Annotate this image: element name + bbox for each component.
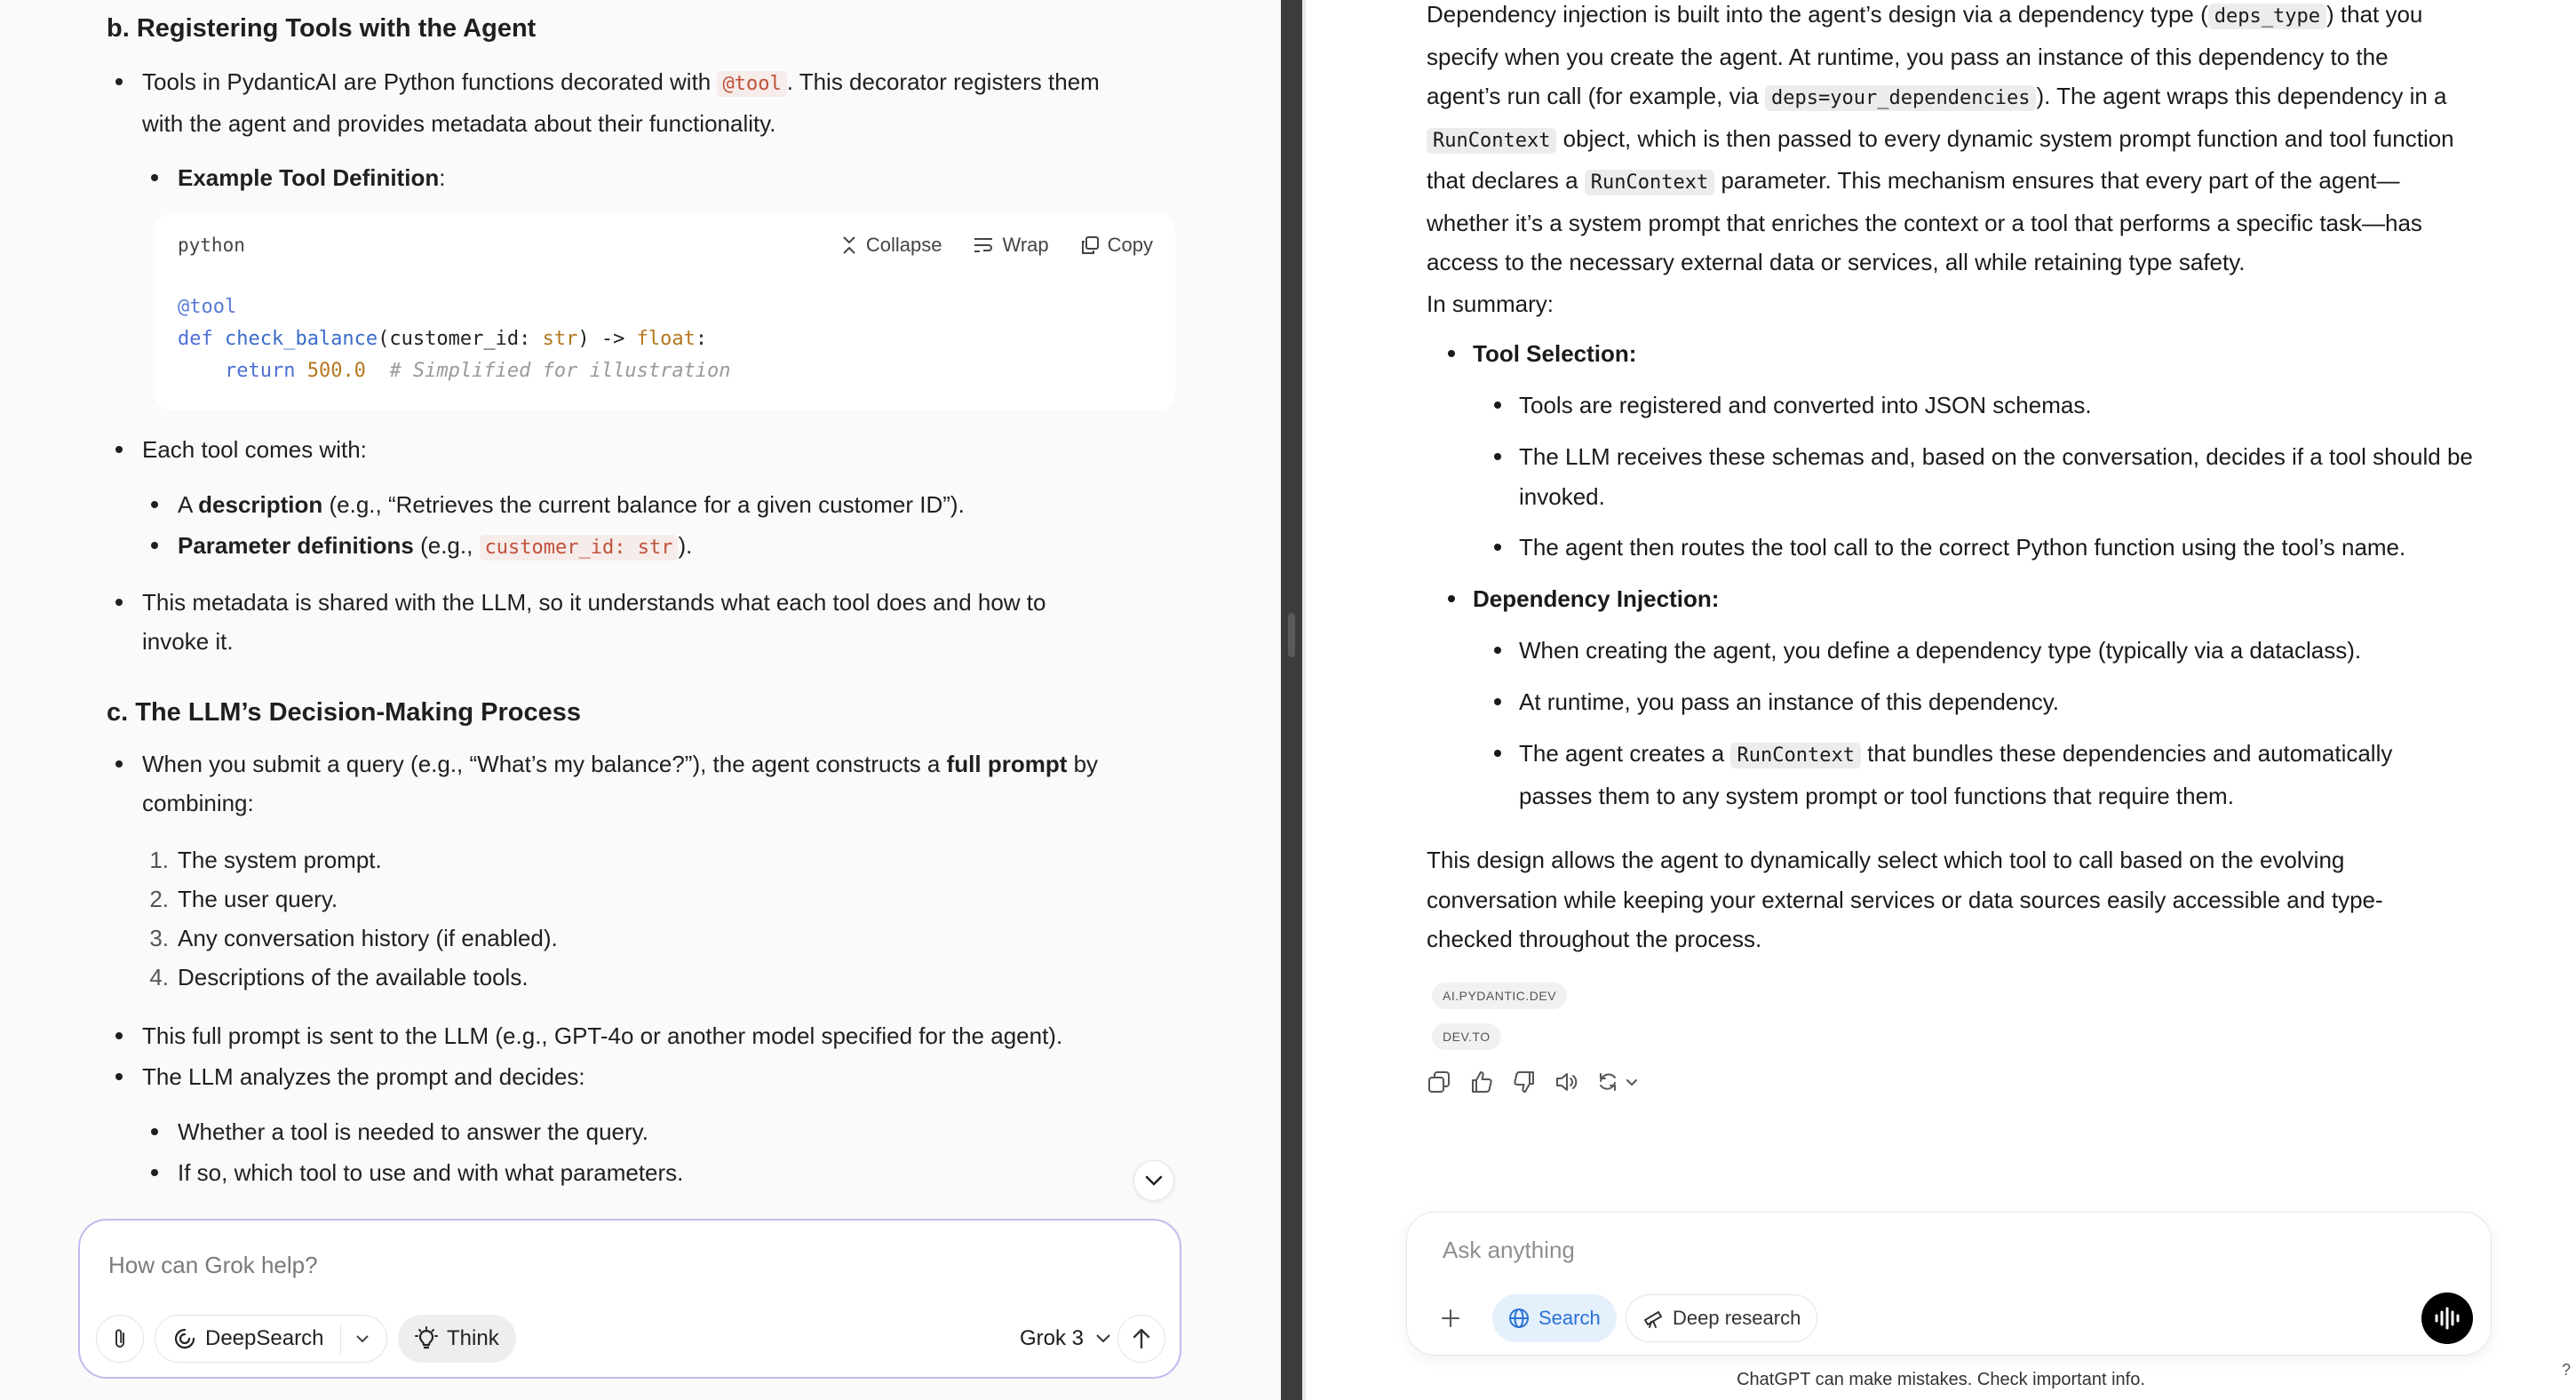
add-attachment-button[interactable] [1427,1294,1475,1342]
code-language: python [178,235,245,256]
numbered-item: 2. The user query. [149,886,338,912]
help-button[interactable]: ? [2561,1361,2571,1379]
paragraph: In summary: [1427,290,1554,317]
search-button[interactable]: Search [1492,1294,1617,1342]
list-item: If so, which tool to use and with what parameters. [142,1153,683,1192]
copy-icon [1081,236,1099,254]
lightbulb-icon [415,1326,438,1351]
list-item: Whether a tool is needed to answer the query. [142,1112,648,1151]
chevron-down-icon [1096,1334,1110,1343]
list-item: The LLM analyzes the prompt and decides: [107,1057,585,1096]
inline-code: @tool [717,71,786,97]
numbered-item: 1. The system prompt. [149,847,382,873]
list-item: This metadata is shared with the LLM, so it understands what each tool does and how to invoke it. [107,583,1173,661]
inline-code: RunContext [1427,128,1556,154]
chevron-down-icon[interactable] [356,1335,369,1343]
paragraph: Dependency injection is built into the agent’s design via a dependency type ( deps_type ) that you specify when you create the agent. At runtime, you pass an instance of this dependency to the agent’s run call (for example, via deps=your_dependencies ). The agent wraps this dependency in a RunContext object, which is then passed to every dynamic system prompt function and tool function that declares a RunContext parameter. This mechanism ensures that every part of the agent— whether it’s a system prompt that enriches the context or a tool that performs a specific task—has access to the necessary external data or services, all while retaining type safety. [1427,1,2454,275]
list-item: Tool Selection: [1444,334,1636,374]
list-item: A description (e.g., “Retrieves the current balance for a given customer ID”). [142,485,965,524]
list-item: This full prompt is sent to the LLM (e.g., GPT-4o or another model specified for the agent). [107,1016,1173,1055]
message-actions [1427,1070,1645,1094]
attach-button[interactable] [96,1315,144,1363]
read-aloud-icon[interactable] [1554,1070,1579,1094]
paperclip-icon [112,1327,128,1350]
deepsearch-button[interactable]: DeepSearch [155,1315,387,1363]
pane-divider[interactable] [1281,0,1302,1400]
list-item: Dependency Injection: [1444,579,1719,619]
resize-handle[interactable] [1288,613,1295,657]
thumbs-down-icon[interactable] [1512,1070,1537,1094]
list-item: The LLM receives these schemas and, based on the conversation, decides if a tool should be invoked. [1491,437,2485,516]
numbered-item: 4. Descriptions of the available tools. [149,964,529,990]
model-selector[interactable]: Grok 3 [1020,1315,1110,1363]
list-item: When you submit a query (e.g., “What’s my balance?”), the agent constructs a full prompt by combining: [107,744,1173,823]
disclaimer-text: ChatGPT can make mistakes. Check important info. [1737,1370,2145,1389]
section-c-heading: c. The LLM’s Decision-Making Process [107,698,581,727]
section-b-heading: b. Registering Tools with the Agent [107,14,537,43]
code-content: @tool def check_balance(customer_id: str) -> float: return 500.0 # Simplified for illustration [178,296,731,382]
copy-icon[interactable] [1427,1070,1451,1094]
globe-icon [1508,1308,1530,1329]
inline-code: customer_id: str [480,535,679,561]
deep-research-button[interactable]: Deep research [1626,1294,1817,1342]
list-item: The agent then routes the tool call to the correct Python function using the tool’s name. [1491,528,2485,568]
collapse-icon [841,235,857,255]
inline-code: deps_type [2208,4,2326,29]
paragraph: This design allows the agent to dynamically select which tool to call based on the evolving conversation while keeping your external services or data sources easily accessible and type- checked throughout the process. [1427,847,2383,952]
arrow-up-icon [1133,1328,1150,1349]
inline-code: RunContext [1585,170,1714,195]
send-button[interactable] [1117,1315,1165,1363]
list-item: At runtime, you pass an instance of this dependency. [1491,682,2485,722]
grok-prompt-input[interactable]: How can Grok help? [108,1252,318,1278]
collapse-button[interactable]: Collapse [841,227,942,263]
scroll-down-button[interactable] [1133,1160,1174,1201]
list-item: Each tool comes with: [107,430,367,469]
think-button[interactable]: Think [398,1315,516,1363]
deepsearch-icon [173,1327,196,1350]
list-item: Example Tool Definition: [142,158,445,197]
chatgpt-composer[interactable] [1406,1212,2492,1356]
copy-button[interactable]: Copy [1081,227,1153,263]
code-block [155,213,1175,410]
grok-pane [0,0,1281,1400]
telescope-icon [1642,1308,1664,1329]
source-chip[interactable]: DEV.TO [1432,1023,1501,1050]
chevron-down-icon [1145,1175,1163,1186]
thumbs-up-icon[interactable] [1469,1070,1494,1094]
regenerate-icon[interactable] [1597,1070,1645,1094]
plus-icon [1441,1309,1460,1328]
list-item: When creating the agent, you define a dependency type (typically via a dataclass). [1491,631,2485,671]
list-item: Parameter definitions (e.g., customer_id: str ). [142,526,692,568]
wrap-button[interactable]: Wrap [974,227,1048,263]
inline-code: RunContext [1730,743,1860,768]
chatgpt-prompt-input[interactable]: Ask anything [1443,1237,1575,1263]
voice-mode-button[interactable] [2421,1293,2473,1344]
inline-code: deps=your_dependencies [1765,85,2036,111]
wrap-icon [974,236,993,254]
source-chip[interactable]: AI.PYDANTIC.DEV [1432,982,1567,1009]
list-item: Tools are registered and converted into JSON schemas. [1491,386,2485,426]
list-item: Tools in PydanticAI are Python functions decorated with @tool . This decorator registers them with the agent and provides metadata about their functionality. [107,62,1173,143]
numbered-item: 3. Any conversation history (if enabled). [149,925,558,951]
chatgpt-pane [1306,0,2576,1400]
grok-composer[interactable] [78,1219,1181,1379]
voice-waveform-icon [2434,1307,2461,1330]
list-item: The agent creates a RunContext that bundles these dependencies and automatically passes them to any system prompt or tool functions that require them. [1491,734,2485,815]
